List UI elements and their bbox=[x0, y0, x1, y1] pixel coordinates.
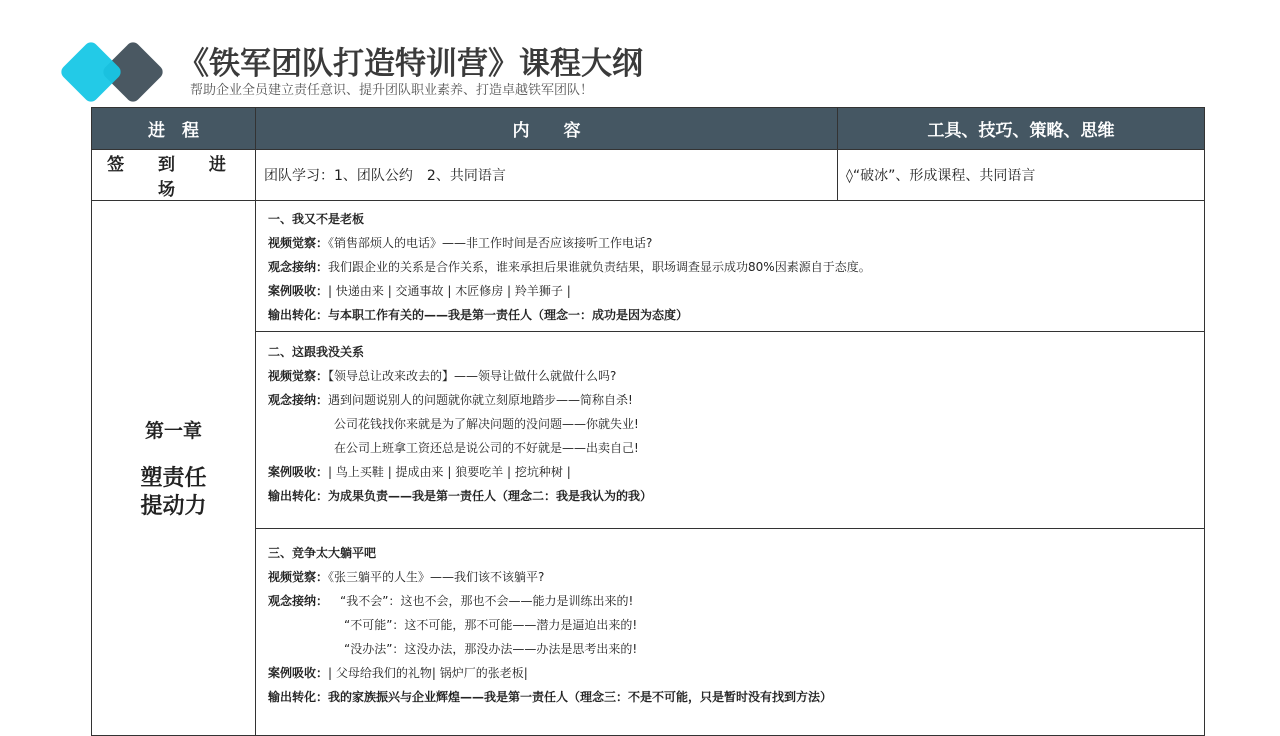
section-1-heading: 一、我又不是老板 bbox=[268, 212, 365, 226]
video-label: 视频觉察： bbox=[268, 570, 329, 584]
concept-line-1: 遇到问题说别人的问题就你就立刻原地踏步——简称自杀! bbox=[328, 393, 633, 407]
case-label: 案例吸收： bbox=[268, 666, 329, 680]
case-label: 案例吸收： bbox=[268, 465, 329, 479]
chapter1-number: 第一章 bbox=[144, 419, 202, 442]
output-label: 输出转化： bbox=[268, 690, 329, 704]
output-label: 输出转化： bbox=[268, 489, 329, 503]
table-row-chapter1 bbox=[92, 201, 1205, 736]
concept-line-3: “没办法”：这没办法，那没办法——办法是思考出来的! bbox=[344, 642, 638, 656]
course-outline-table bbox=[91, 107, 1205, 736]
output-text: 为成果负责——我是第一责任人（理念二：我是我认为的我） bbox=[328, 489, 653, 503]
concept-label: 观念接纳： bbox=[268, 393, 329, 407]
output-label: 输出转化： bbox=[268, 308, 329, 322]
section-3-heading: 三、竞争太大躺平吧 bbox=[268, 546, 377, 560]
concept-line-2: 公司花钱找你来就是为了解决问题的没问题——你就失业! bbox=[334, 417, 639, 431]
section-1 bbox=[256, 201, 1204, 332]
case-text: | 父母给我们的礼物| 锅炉厂的张老板| bbox=[328, 666, 528, 680]
chapter1-cell bbox=[92, 201, 256, 736]
table-header-row bbox=[92, 108, 1205, 150]
concept-text: 我们跟企业的关系是合作关系，谁来承担后果谁就负责结果，职场调查显示成功80%因素源自于态度。 bbox=[328, 260, 871, 274]
column-header-tools: 工具、技巧、策略、思维 bbox=[838, 108, 1205, 150]
video-text: 【领导总让改来改去的】——领导让做什么就做什么吗? bbox=[328, 369, 617, 383]
video-text: 《张三躺平的人生》——我们该不该躺平? bbox=[328, 570, 545, 584]
chapter1-content bbox=[256, 201, 1205, 736]
page-subtitle: 帮助企业全员建立责任意识、提升团队职业素养、打造卓越铁军团队！ bbox=[190, 83, 594, 98]
output-text: 与本职工作有关的——我是第一责任人（理念一：成功是因为态度） bbox=[328, 308, 689, 322]
concept-label: 观念接纳： bbox=[268, 594, 329, 608]
section-2-heading: 二、这跟我没关系 bbox=[268, 345, 365, 359]
section-3 bbox=[256, 529, 1204, 735]
concept-line-3: 在公司上班拿工资还总是说公司的不好就是——出卖自己! bbox=[334, 441, 639, 455]
logo bbox=[58, 40, 168, 106]
table-row-signin bbox=[92, 150, 1205, 201]
concept-label: 观念接纳： bbox=[268, 260, 329, 274]
signin-content: 团队学习：1、团队公约 2、共同语言 bbox=[256, 150, 838, 201]
page-title: 《铁军团队打造特训营》课程大纲 bbox=[178, 46, 643, 82]
case-label: 案例吸收： bbox=[268, 284, 329, 298]
case-text: | 快递由来 | 交通事故 | 木匠修房 | 羚羊狮子 | bbox=[328, 284, 571, 298]
signin-stage: 签 到 进 场 bbox=[92, 150, 256, 201]
section-2 bbox=[256, 332, 1204, 529]
column-header-content: 内 容 bbox=[256, 108, 838, 150]
column-header-stage: 进 程 bbox=[92, 108, 256, 150]
video-label: 视频觉察： bbox=[268, 369, 329, 383]
chapter1-name: 塑责任 提动力 bbox=[140, 465, 207, 519]
video-label: 视频觉察： bbox=[268, 236, 329, 250]
concept-line-2: “不可能”：这不可能，那不可能——潜力是逼迫出来的! bbox=[344, 618, 638, 632]
signin-tools: ◊“破冰”、形成课程、共同语言 bbox=[838, 150, 1205, 201]
video-text: 《销售部烦人的电话》——非工作时间是否应该接听工作电话? bbox=[328, 236, 653, 250]
output-text: 我的家族振兴与企业辉煌——我是第一责任人（理念三：不是不可能，只是暂时没有找到方法） bbox=[328, 690, 833, 704]
concept-line-1: “我不会”：这也不会，那也不会——能力是训练出来的! bbox=[340, 594, 634, 608]
logo-diamond-cyan bbox=[58, 39, 123, 104]
case-text: | 鸟上买鞋 | 提成由来 | 狼要吃羊 | 挖坑种树 | bbox=[328, 465, 571, 479]
